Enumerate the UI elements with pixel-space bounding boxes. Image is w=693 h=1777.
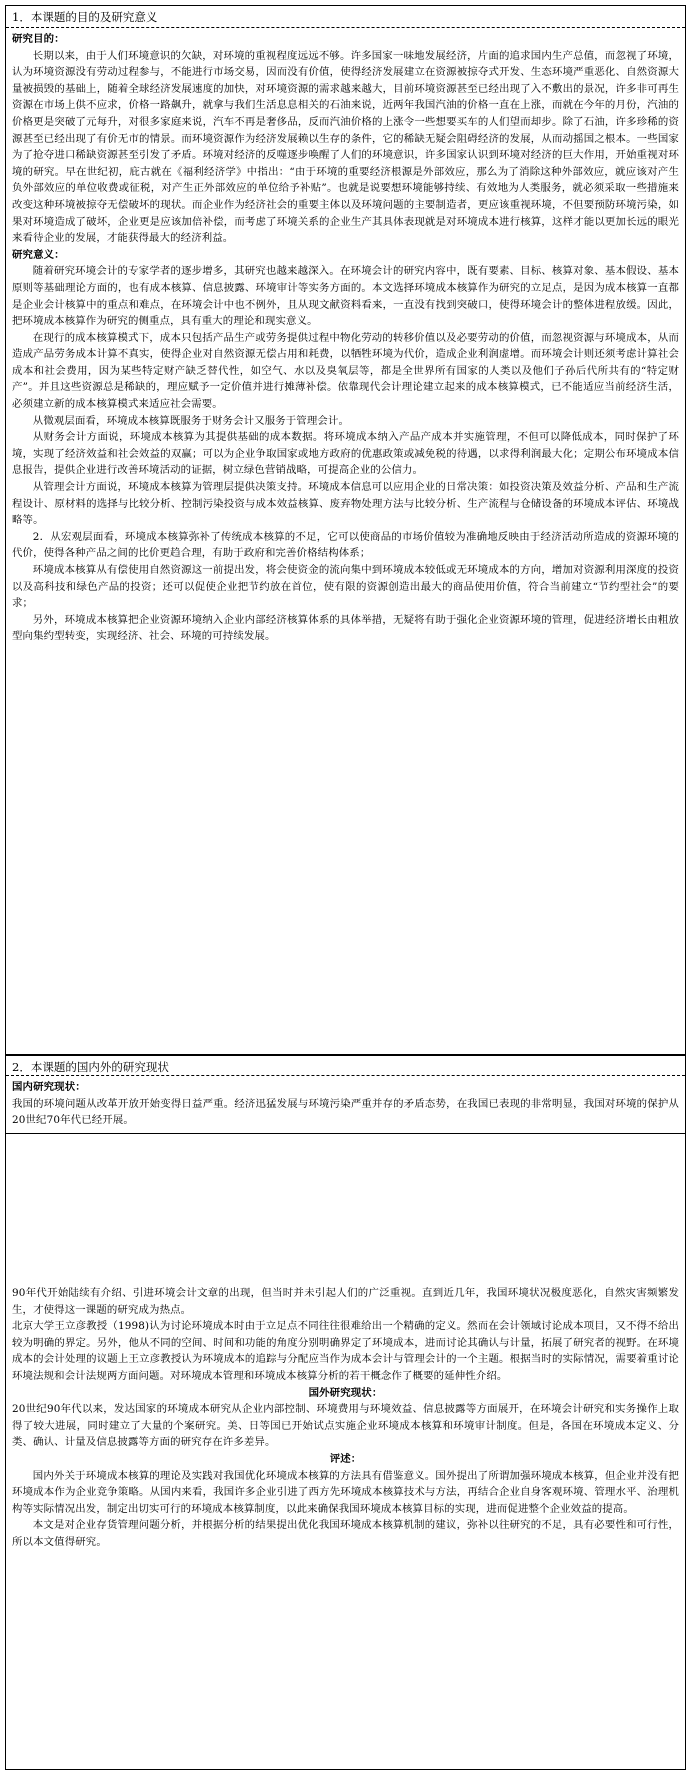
significance-paragraph-8: 另外，环境成本核算把企业资源环境纳入企业内部经济核算体系的具体举措，无疑将有助于强化企业资源环境的管理，促进经济增长由粗放型向集约型转变，实现经济、社会、环境的可持续发展。 [12,613,679,643]
section-1-body [6,28,685,1054]
section-2-body [6,1282,685,1553]
section-2-intro [6,1076,685,1134]
blank-area [6,1134,685,1282]
domestic-paragraph-2: 90年代开始陆续有介绍、引进环境会计文章的出现，但当时并未引起人们的广泛重视。直到近几年，我国环境状况极度恶化，自然灾害频繁发生，才使得这一课题的研究成为热点。 [12,1287,679,1316]
significance-paragraph-1: 随着研究环境会计的专家学者的逐步增多，其研究也越来越深入。在环境会计的研究内容中，既有要素、目标、核算对象、基本假设、基本原则等基础理论方面的，也有成本核算、信息披露、环境审计等实务方面的。本文选择环境成本核算作为研究的立足点，是因为成本核算一直都是企业会计核算中的重点和难点，在环境会计中也不例外，且从现文献资料看来，一直没有找到突破口，使得环境会计的整体进程放缓。因此，把环境成本核算作为研究的侧重点，具有重大的理论和现实意义。 [12,265,679,328]
review-paragraph-1: 国内外关于环境成本核算的理论及实践对我国优化环境成本核算的方法具有借鉴意义。国外提出了所谓加强环境成本核算，但企业并没有把环境成本作为企业竞争策略。从国内来看，我国许多企业引进了西方先环境成本核算技术与方法，再结合企业自身客观环境、管理水平、治理机构等实际情况出发，制定出切实可行的环境成本核算制度，以此来确保我国环境成本核算目标的实现，进而促进整个企业效益的提高。 [12,1469,679,1515]
domestic-label: 国内研究现状： [12,1081,86,1093]
significance-label: 研究意义： [12,248,65,261]
review-paragraph-2: 本文是对企业存货管理问题分析，并根据分析的结果提出优化我国环境成本核算机制的建议，弥补以往研究的不足，具有必要性和可行性，所以本文值得研究。 [12,1519,679,1548]
significance-paragraph-7: 环境成本核算从有偿使用自然资源这一前提出发，将会使资金的流向集中到环境成本较低或无环境成本的方向，增加对资源利用深度的投资以及高科技和绿色产品的投资；还可以促使企业把节约放在首位，使有限的资源创造出最大的商品使用价值，符合当前建立“节约型社会”的要求； [12,564,679,610]
proposal-form [5,5,686,1770]
domestic-paragraph-1: 我国的环境问题从改革开放开始变得日益严重。经济迅猛发展与环境污染严重并存的矛盾态势，在我国已表现的非常明显，我国对环境的保护从20世纪70年代已经开展。 [12,1097,679,1127]
review-label: 评述： [329,1452,362,1465]
purpose-label: 研究目的： [12,33,65,45]
domestic-paragraph-3: 北京大学王立彦教授（1998)认为讨论环境成本时由于立足点不同往往很难给出一个精确的定义。然而在会计领域讨论成本项目，又不得不给出较为明确的界定。另外，他从不同的空间、时间和功能的角度分别明确界定了环境成本，进而讨论其确认与计量，拓展了研究者的视野。在环境成本的会计处理的议题上王立彦教授认为环境成本的追踪与分配应当作为成本会计与管理会计的一个主题。根据当时的实际情况，需要着重讨论环境法规和会计法规两方面问题。对环境成本管理和环境成本核算分析的若干概念作了概要的延伸性介绍。 [12,1320,679,1382]
foreign-label: 国外研究现状： [308,1386,383,1399]
significance-paragraph-2: 在现行的成本核算模式下，成本只包括产品生产或劳务提供过程中物化劳动的转移价值以及必要劳动的价值，而忽视资源与环境成本，从而造成产品劳务成本计算不真实，使得企业对自然资源无偿占用和耗费，以牺牲环境为代价，造成企业利润虚增。而环境会计则还须考虑计算社会成本和社会费用，因为某些特定财产缺乏替代性，如空气、水以及臭氧层等，都是全世界所有国家的人类以及他们子孙后代所共有的“特定财产”。并且这些资源总是稀缺的，理应赋予一定价值并进行摊薄补偿。依靠现代会计理论建立起来的成本核算模式，已不能适应当前经济生活，必须建立新的成本核算模式来适应社会需要。 [12,331,679,411]
significance-paragraph-5: 从管理会计方面说，环境成本核算为管理层提供决策支持。环境成本信息可以应用企业的日常决策：如投资决策及效益分析、产品和生产流程设计、原材料的选择与比较分析、控制污染投资与成本效益核算、废弃物处理方法与比较分析、生产流程与仓储设备的环境成本评估、环境战略等。 [12,481,679,527]
foreign-paragraph: 20世纪90年代以来，发达国家的环境成本研究从企业内部控制、环境费用与环境效益、信息披露等方面展开，在环境会计研究和实务操作上取得了较大进展，同时建立了大量的个案研究。美、日等国已开始试点实施企业环境成本核算和环境审计制度。但是，各国在环境成本定义、分类、确认、计量及信息披露等方面的研究存在许多差异。 [12,1403,679,1449]
significance-paragraph-3: 从微观层面看，环境成本核算既服务于财务会计又服务于管理会计。 [32,414,350,427]
section-1-title: 1．本课题的目的及研究意义 [6,6,685,28]
purpose-paragraph: 长期以来，由于人们环境意识的欠缺，对环境的重视程度远远不够。许多国家一味地发展经济，片面的追求国内生产总值，而忽视了环境，认为环境资源没有劳动过程参与，不能进行市场交易，因而没有价值，使得经济发展建立在资源被掠夺式开发、生态环境严重恶化、自然资源大量被损毁的基础上，随着全球经济发展速度的加快，对环境资源的需求越来越大，目前环境资源甚至已经出现了入不敷出的景况，许多非可再生资源在市场上供不应求，价格一路飙升，就拿与我们生活息息相关的石油来说，近两年我国汽油的价格一直在上涨，而就在今年的月份，汽油的价格更是突破了元每升，对很多家庭来说，汽车不再是奢侈品，反而汽油价格的上涨令一些想要买车的人们望而却步。除了石油，许多珍稀的资源甚至已经出现了有价无市的情景。而环境资源作为经济发展赖以生存的条件，它的稀缺无疑会阻碍经济的发展，从而动摇国之根本。一些国家为了抢夺进口稀缺资源甚至引发了矛盾。环境对经济的反噬逐步唤醒了人们的环境意识，许多国家认识到环境对经济的巨大作用，开始重视对环境的研究。早在世纪初，庇古就在《福利经济学》中指出：“由于环境的重要经济根源是外部效应，那么为了消除这种外部效应，就应该对产生负外部效应的单位收费或征税，对产生正外部效应的单位给予补贴”。也就是说要想环境能够持续、有效地为人类服务，就必须采取一些措施来改变这种环境被掠夺无偿破坏的现状。而企业作为经济社会的重要主体以及环境问题的主要制造者，更应该重视环境，不但要预防环境污染，如果对环境造成了破坏，企业更是应该加倍补偿，而考虑了环境关系的企业生产其具体表现就是对环境成本进行核算，这样才能以更加长远的眼光来看待企业的发展，才能获得最大的经济利益。 [12,49,679,245]
significance-paragraph-4: 从财务会计方面说，环境成本核算为其提供基础的成本数据。将环境成本纳入产品产成本并实施管理，不但可以降低成本，同时保护了环境，实现了经济效益和社会效益的双赢；可以为企业争取国家或地方政府的优惠政策或减免税的待遇，以求得利润最大化；定期公布环境成本信息报告，提供企业进行改善环境活动的证据，树立绿色营销战略，可提高企业的公信力。 [12,431,679,477]
significance-paragraph-6: 2．从宏观层面看，环境成本核算弥补了传统成本核算的不足，它可以使商品的市场价值较为准确地反映由于经济活动所造成的资源环境的代价，使得各种产品之间的比价更趋合理，有助于政府和完善价格结构体系； [12,530,679,560]
section-2-title: 2．本课题的国内外的研究现状 [6,1054,685,1076]
